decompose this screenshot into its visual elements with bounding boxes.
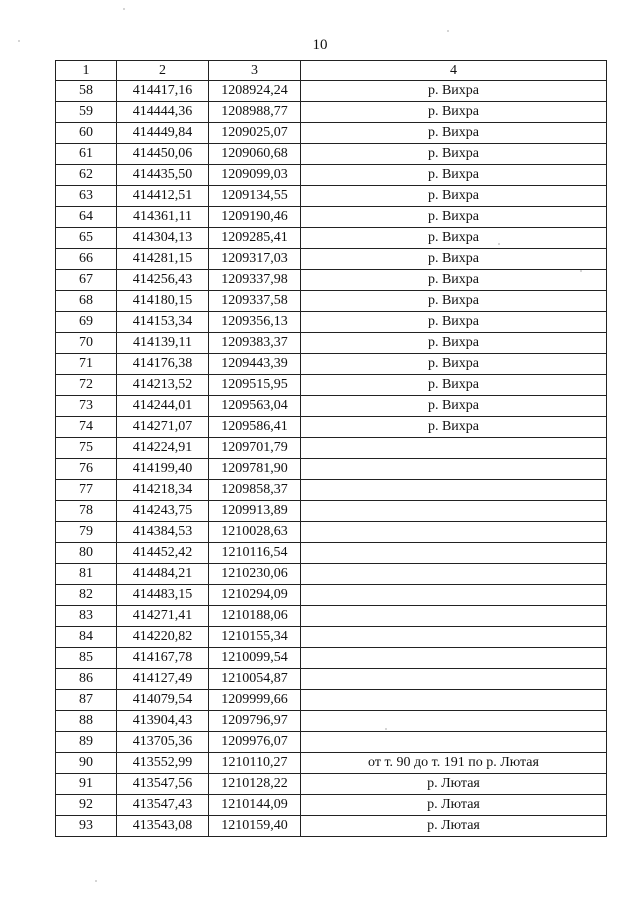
cell-y-coordinate: 1209586,41 xyxy=(209,417,301,438)
cell-y-coordinate: 1210144,09 xyxy=(209,795,301,816)
cell-x-coordinate: 413543,08 xyxy=(117,816,209,837)
cell-x-coordinate: 414412,51 xyxy=(117,186,209,207)
cell-y-coordinate: 1209443,39 xyxy=(209,354,301,375)
cell-y-coordinate: 1209356,13 xyxy=(209,312,301,333)
table-row xyxy=(56,396,607,417)
cell-x-coordinate: 414435,50 xyxy=(117,165,209,186)
table-row xyxy=(56,375,607,396)
table-row xyxy=(56,186,607,207)
cell-point-number: 80 xyxy=(56,543,117,564)
table-row xyxy=(56,207,607,228)
cell-description xyxy=(301,648,607,669)
header-cell-y-coordinate: 3 xyxy=(209,61,301,81)
header-row xyxy=(56,61,607,81)
scan-speck xyxy=(580,270,582,272)
table-row xyxy=(56,333,607,354)
table-row xyxy=(56,543,607,564)
cell-x-coordinate: 414176,38 xyxy=(117,354,209,375)
table-row xyxy=(56,606,607,627)
cell-x-coordinate: 414180,15 xyxy=(117,291,209,312)
cell-description: р. Вихра xyxy=(301,312,607,333)
scan-speck xyxy=(447,30,449,32)
table-row xyxy=(56,312,607,333)
table-row xyxy=(56,522,607,543)
cell-x-coordinate: 414361,11 xyxy=(117,207,209,228)
header-cell-x-coordinate: 2 xyxy=(117,61,209,81)
table-row xyxy=(56,753,607,774)
cell-description: р. Вихра xyxy=(301,123,607,144)
cell-point-number: 82 xyxy=(56,585,117,606)
cell-x-coordinate: 413552,99 xyxy=(117,753,209,774)
table-row xyxy=(56,165,607,186)
table-row xyxy=(56,354,607,375)
cell-point-number: 59 xyxy=(56,102,117,123)
table-row xyxy=(56,249,607,270)
cell-point-number: 70 xyxy=(56,333,117,354)
cell-y-coordinate: 1209337,98 xyxy=(209,270,301,291)
cell-description: р. Лютая xyxy=(301,795,607,816)
cell-x-coordinate: 414220,82 xyxy=(117,627,209,648)
cell-description: р. Вихра xyxy=(301,270,607,291)
cell-point-number: 71 xyxy=(56,354,117,375)
cell-y-coordinate: 1210116,54 xyxy=(209,543,301,564)
cell-x-coordinate: 413705,36 xyxy=(117,732,209,753)
cell-description xyxy=(301,564,607,585)
cell-x-coordinate: 414384,53 xyxy=(117,522,209,543)
cell-point-number: 58 xyxy=(56,81,117,102)
scan-speck xyxy=(123,8,125,10)
cell-description xyxy=(301,501,607,522)
cell-point-number: 65 xyxy=(56,228,117,249)
cell-x-coordinate: 414127,49 xyxy=(117,669,209,690)
cell-point-number: 66 xyxy=(56,249,117,270)
cell-description xyxy=(301,438,607,459)
cell-x-coordinate: 414224,91 xyxy=(117,438,209,459)
table-row xyxy=(56,501,607,522)
cell-point-number: 74 xyxy=(56,417,117,438)
table-row xyxy=(56,585,607,606)
cell-description xyxy=(301,732,607,753)
cell-point-number: 88 xyxy=(56,711,117,732)
table-row xyxy=(56,81,607,102)
cell-point-number: 89 xyxy=(56,732,117,753)
cell-x-coordinate: 414484,21 xyxy=(117,564,209,585)
table-header xyxy=(56,61,607,81)
cell-description: р. Вихра xyxy=(301,417,607,438)
cell-description xyxy=(301,606,607,627)
table-row xyxy=(56,417,607,438)
cell-y-coordinate: 1209383,37 xyxy=(209,333,301,354)
cell-point-number: 92 xyxy=(56,795,117,816)
cell-point-number: 73 xyxy=(56,396,117,417)
cell-point-number: 79 xyxy=(56,522,117,543)
cell-point-number: 85 xyxy=(56,648,117,669)
cell-y-coordinate: 1209563,04 xyxy=(209,396,301,417)
cell-x-coordinate: 414153,34 xyxy=(117,312,209,333)
cell-y-coordinate: 1209913,89 xyxy=(209,501,301,522)
table-row xyxy=(56,795,607,816)
cell-description xyxy=(301,459,607,480)
cell-y-coordinate: 1209317,03 xyxy=(209,249,301,270)
cell-y-coordinate: 1209858,37 xyxy=(209,480,301,501)
cell-point-number: 72 xyxy=(56,375,117,396)
cell-x-coordinate: 414271,41 xyxy=(117,606,209,627)
table-row xyxy=(56,144,607,165)
header-cell-point-number: 1 xyxy=(56,61,117,81)
cell-description xyxy=(301,585,607,606)
cell-y-coordinate: 1209025,07 xyxy=(209,123,301,144)
cell-x-coordinate: 414304,13 xyxy=(117,228,209,249)
cell-description xyxy=(301,711,607,732)
cell-y-coordinate: 1209134,55 xyxy=(209,186,301,207)
cell-description: р. Вихра xyxy=(301,207,607,228)
cell-x-coordinate: 414079,54 xyxy=(117,690,209,711)
cell-y-coordinate: 1209781,90 xyxy=(209,459,301,480)
cell-description: р. Вихра xyxy=(301,291,607,312)
cell-description xyxy=(301,627,607,648)
cell-x-coordinate: 414213,52 xyxy=(117,375,209,396)
cell-x-coordinate: 414244,01 xyxy=(117,396,209,417)
cell-description: р. Вихра xyxy=(301,144,607,165)
cell-point-number: 60 xyxy=(56,123,117,144)
cell-point-number: 76 xyxy=(56,459,117,480)
cell-y-coordinate: 1210028,63 xyxy=(209,522,301,543)
cell-x-coordinate: 413904,43 xyxy=(117,711,209,732)
coordinates-table xyxy=(55,60,607,837)
cell-y-coordinate: 1209099,03 xyxy=(209,165,301,186)
cell-y-coordinate: 1210099,54 xyxy=(209,648,301,669)
cell-x-coordinate: 414218,34 xyxy=(117,480,209,501)
header-cell-description: 4 xyxy=(301,61,607,81)
table-row xyxy=(56,669,607,690)
page-number: 10 xyxy=(312,37,328,53)
cell-point-number: 86 xyxy=(56,669,117,690)
cell-y-coordinate: 1210294,09 xyxy=(209,585,301,606)
cell-description: р. Вихра xyxy=(301,375,607,396)
cell-y-coordinate: 1210230,06 xyxy=(209,564,301,585)
cell-description xyxy=(301,480,607,501)
cell-x-coordinate: 414199,40 xyxy=(117,459,209,480)
table-row xyxy=(56,228,607,249)
cell-description: от т. 90 до т. 191 по р. Лютая xyxy=(301,753,607,774)
cell-x-coordinate: 414243,75 xyxy=(117,501,209,522)
table-row xyxy=(56,711,607,732)
cell-x-coordinate: 414139,11 xyxy=(117,333,209,354)
cell-point-number: 87 xyxy=(56,690,117,711)
cell-description: р. Вихра xyxy=(301,228,607,249)
cell-point-number: 81 xyxy=(56,564,117,585)
cell-x-coordinate: 414449,84 xyxy=(117,123,209,144)
cell-description xyxy=(301,522,607,543)
cell-y-coordinate: 1210155,34 xyxy=(209,627,301,648)
cell-description: р. Вихра xyxy=(301,165,607,186)
cell-x-coordinate: 414450,06 xyxy=(117,144,209,165)
cell-y-coordinate: 1209999,66 xyxy=(209,690,301,711)
table-row xyxy=(56,123,607,144)
cell-point-number: 91 xyxy=(56,774,117,795)
cell-description xyxy=(301,543,607,564)
cell-description: р. Вихра xyxy=(301,249,607,270)
table-row xyxy=(56,270,607,291)
scan-speck xyxy=(498,243,500,245)
cell-y-coordinate: 1209190,46 xyxy=(209,207,301,228)
table-row xyxy=(56,438,607,459)
cell-description: р. Вихра xyxy=(301,333,607,354)
table-row xyxy=(56,459,607,480)
cell-y-coordinate: 1210110,27 xyxy=(209,753,301,774)
cell-y-coordinate: 1209337,58 xyxy=(209,291,301,312)
cell-description xyxy=(301,690,607,711)
scan-speck xyxy=(385,728,387,730)
scan-speck xyxy=(18,40,20,42)
cell-description: р. Вихра xyxy=(301,354,607,375)
cell-point-number: 93 xyxy=(56,816,117,837)
cell-description: р. Вихра xyxy=(301,396,607,417)
cell-x-coordinate: 413547,43 xyxy=(117,795,209,816)
cell-y-coordinate: 1209060,68 xyxy=(209,144,301,165)
table-row xyxy=(56,732,607,753)
cell-point-number: 90 xyxy=(56,753,117,774)
cell-y-coordinate: 1209796,97 xyxy=(209,711,301,732)
cell-point-number: 67 xyxy=(56,270,117,291)
cell-description: р. Лютая xyxy=(301,774,607,795)
cell-y-coordinate: 1210128,22 xyxy=(209,774,301,795)
cell-x-coordinate: 414167,78 xyxy=(117,648,209,669)
table-row xyxy=(56,291,607,312)
cell-x-coordinate: 414452,42 xyxy=(117,543,209,564)
cell-point-number: 78 xyxy=(56,501,117,522)
cell-point-number: 63 xyxy=(56,186,117,207)
cell-y-coordinate: 1209701,79 xyxy=(209,438,301,459)
cell-point-number: 83 xyxy=(56,606,117,627)
cell-y-coordinate: 1209515,95 xyxy=(209,375,301,396)
cell-y-coordinate: 1210054,87 xyxy=(209,669,301,690)
cell-point-number: 69 xyxy=(56,312,117,333)
cell-point-number: 62 xyxy=(56,165,117,186)
cell-description: р. Вихра xyxy=(301,102,607,123)
cell-x-coordinate: 414281,15 xyxy=(117,249,209,270)
table-row xyxy=(56,774,607,795)
cell-x-coordinate: 414271,07 xyxy=(117,417,209,438)
cell-y-coordinate: 1208924,24 xyxy=(209,81,301,102)
cell-point-number: 64 xyxy=(56,207,117,228)
scan-speck xyxy=(95,880,97,882)
cell-x-coordinate: 414417,16 xyxy=(117,81,209,102)
cell-point-number: 61 xyxy=(56,144,117,165)
table-row xyxy=(56,564,607,585)
table-row xyxy=(56,627,607,648)
cell-description: р. Вихра xyxy=(301,186,607,207)
table-row xyxy=(56,690,607,711)
cell-y-coordinate: 1209976,07 xyxy=(209,732,301,753)
cell-x-coordinate: 414483,15 xyxy=(117,585,209,606)
table-row xyxy=(56,102,607,123)
cell-description xyxy=(301,669,607,690)
cell-y-coordinate: 1210159,40 xyxy=(209,816,301,837)
cell-x-coordinate: 414256,43 xyxy=(117,270,209,291)
table-row xyxy=(56,816,607,837)
cell-description: р. Вихра xyxy=(301,81,607,102)
table-row xyxy=(56,480,607,501)
cell-description: р. Лютая xyxy=(301,816,607,837)
cell-y-coordinate: 1208988,77 xyxy=(209,102,301,123)
cell-y-coordinate: 1209285,41 xyxy=(209,228,301,249)
table-body xyxy=(56,81,607,837)
cell-x-coordinate: 414444,36 xyxy=(117,102,209,123)
cell-x-coordinate: 413547,56 xyxy=(117,774,209,795)
cell-point-number: 75 xyxy=(56,438,117,459)
cell-y-coordinate: 1210188,06 xyxy=(209,606,301,627)
table-row xyxy=(56,648,607,669)
cell-point-number: 77 xyxy=(56,480,117,501)
cell-point-number: 84 xyxy=(56,627,117,648)
cell-point-number: 68 xyxy=(56,291,117,312)
